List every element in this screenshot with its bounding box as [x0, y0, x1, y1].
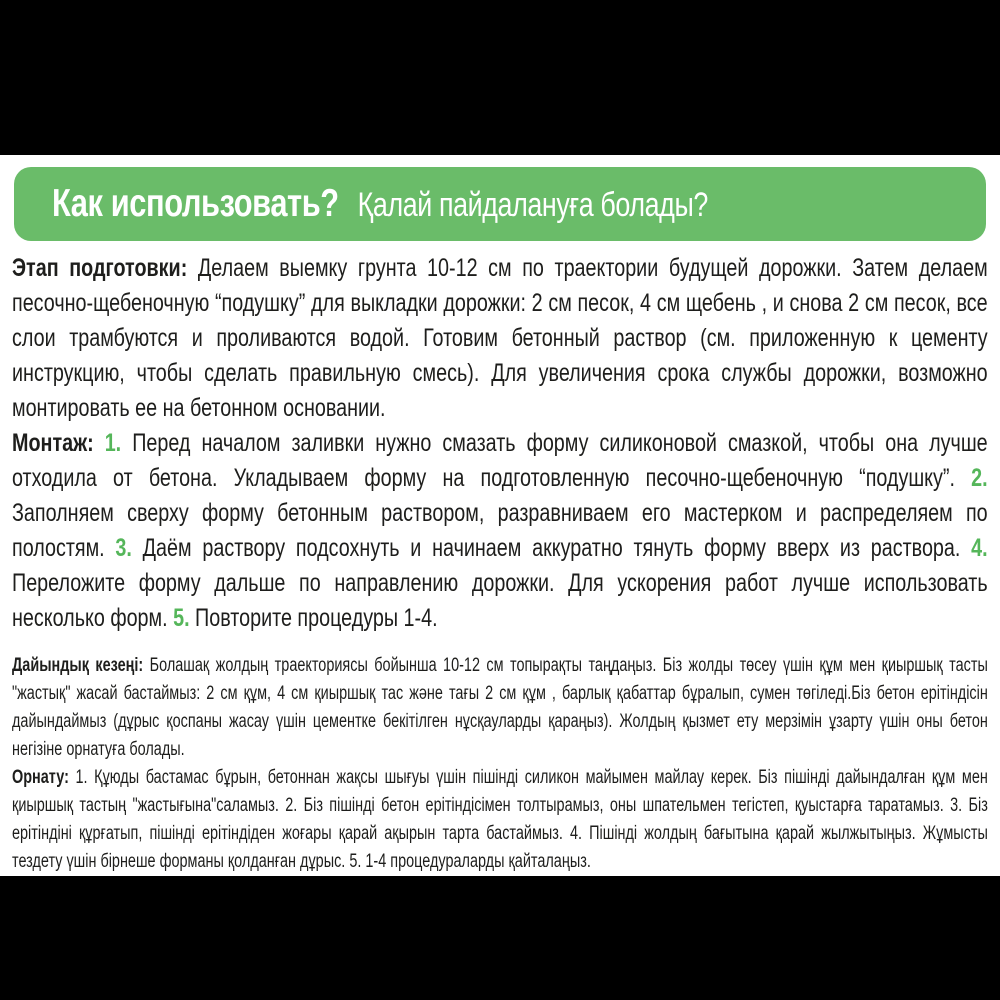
kk-paragraph-preparation	[12, 652, 988, 764]
section-header-banner	[14, 167, 986, 241]
step-number: 2.	[971, 464, 988, 492]
content-area	[0, 155, 1000, 876]
step-number: 4.	[971, 534, 988, 562]
paragraph-text: Болашақ жолдың траекториясы бойынша 10-12 см топырақты таңдаңыз. Біз жолды төсеу үшін құм мен қиыршық тасты "жастық" жасай бастаймыз: 2 см құм, 4 см қиыршық тас және тағы 2 см құм , барлық қабаттар бұралып, сумен төгіледі.Біз бетон ерітіндісін дайындаймыз (дұрыс қоспаны жасау үшін цементке бекітілген нұсқауларды қараңыз). Жолдың қызмет ету мерзімін ұзарту үшін оны бетон негізіне орнатуға болады.	[12, 655, 988, 760]
kazakh-text-condensed	[12, 652, 988, 876]
paragraph-text: Повторите процедуры 1-4.	[195, 604, 438, 632]
paragraph-lead: Орнату:	[12, 767, 76, 788]
ru-paragraph-montage	[12, 426, 988, 636]
ru-paragraph-preparation	[12, 251, 988, 426]
russian-text-condensed	[12, 251, 988, 636]
step-number: 3.	[115, 534, 143, 562]
paragraph-text: Даём раствору подсохнуть и начинаем аккуратно тянуть форму вверх из раствора.	[142, 534, 972, 562]
paragraph-lead: Монтаж:	[12, 429, 105, 457]
kk-paragraph-installation	[12, 764, 988, 876]
paragraph-text: Делаем выемку грунта 10-12 см по траектории будущей дорожки. Затем делаем песочно-щебеночную “подушку” для выкладки дорожки: 2 см песок, 4 см щебень , и снова 2 см песок, все слои трамбуются и проливаются водой. Готовим бетонный раствор (см. приложенную к цементу инструкцию, чтобы сделать правильную смесь). Для увеличения срока службы дорожки, возможно монтировать ее на бетонном основании.	[12, 254, 988, 422]
paragraph-lead: Этап подготовки:	[12, 254, 198, 282]
section-header-text-row	[52, 182, 708, 226]
paragraph-text: Переложите форму дальше по направлению дорожки. Для ускорения работ лучше использовать несколько форм.	[12, 569, 988, 632]
paragraph-text: Перед началом заливки нужно смазать форму силиконовой смазкой, чтобы она лучше отходила от бетона. Укладываем форму на подготовленную песочно-щебеночную “подушку”.	[12, 429, 988, 492]
step-number: 1.	[104, 429, 133, 457]
step-number: 5.	[173, 604, 196, 632]
paragraph-text: Заполняем сверху форму бетонным раствором, разравниваем его мастерком и распределяем по полостям.	[12, 499, 988, 562]
header-title-kk: Қалай пайдалануға болады?	[357, 186, 708, 224]
russian-text-block	[12, 251, 988, 636]
paragraph-text: 1. Құюды бастамас бұрын, бетоннан жақсы шығуы үшін пішінді силикон майымен майлау керек. Біз пішінді дайындалған құм мен қиыршық тастың "жастығына"саламыз. 2. Біз пішінді бетон ерітіндісімен толтырамыз, оны шпательмен тегістеп, қуыстарға таратамыз. 3. Біз ерітіндіні құрғатып, пішінді ерітіндіден жоғары қарай ақырын тарта бастаймыз. 4. Пішінді жолдың бағытына қарай жылжытыңыз. Жұмысты тездету үшін бірнеше форманы қолданған дұрыс. 5. 1-4 процедураларды қайталаңыз.	[12, 767, 988, 872]
paragraph-lead: Дайындық кезеңі:	[12, 655, 150, 676]
header-title-ru: Как использовать?	[52, 182, 339, 225]
kazakh-text-block	[12, 652, 988, 876]
